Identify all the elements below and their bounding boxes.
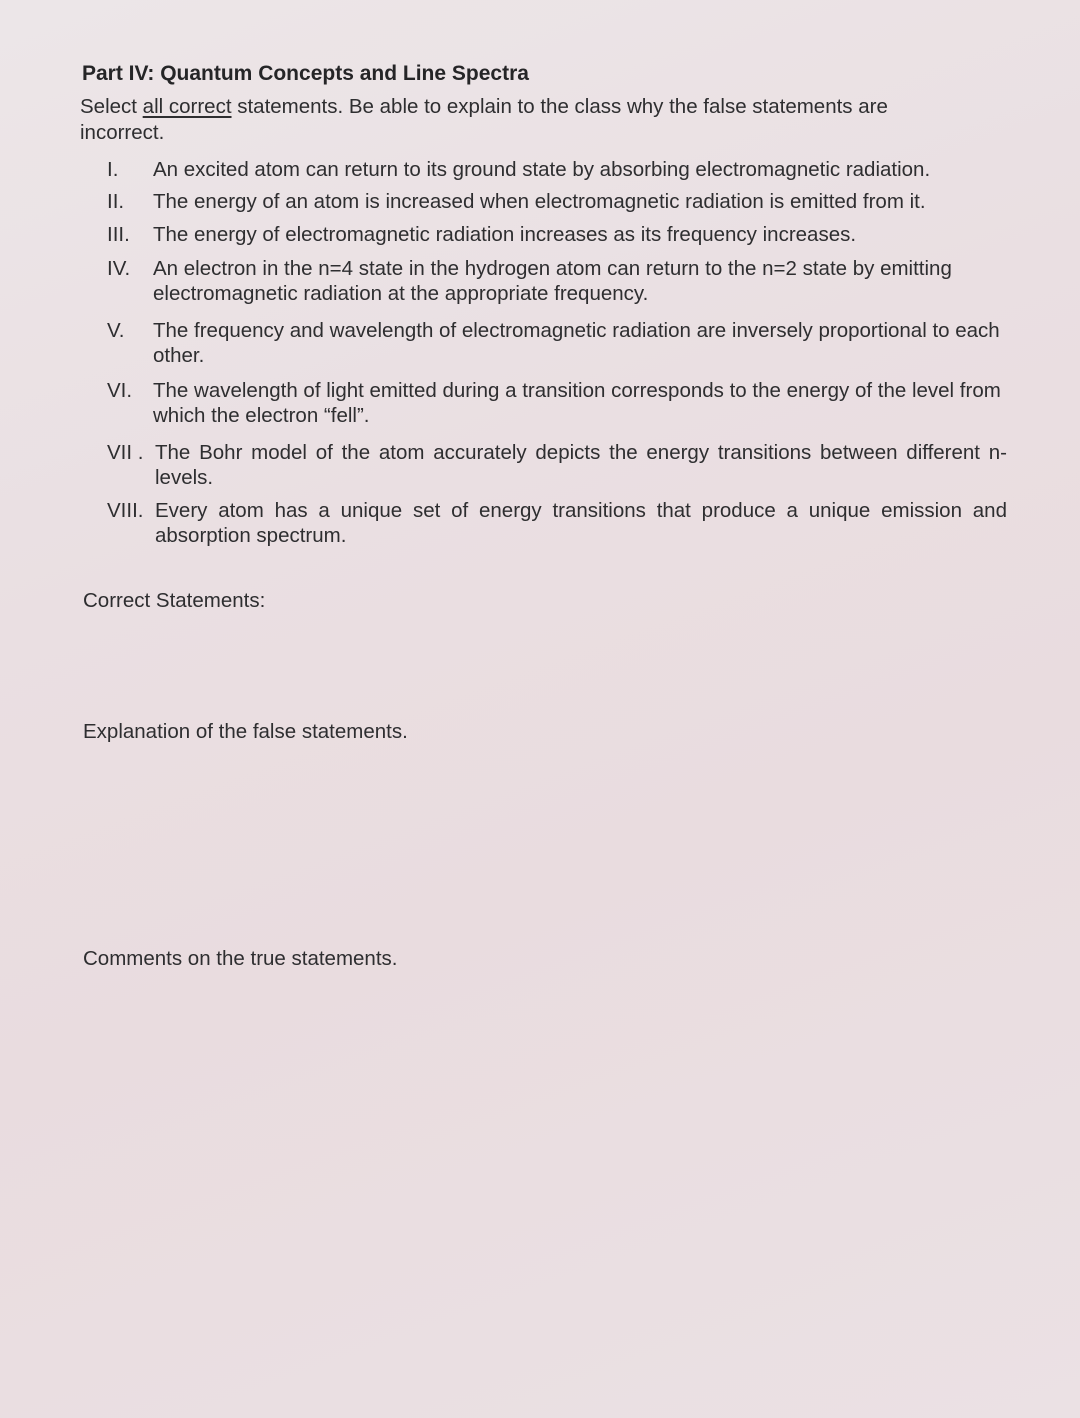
page-title: Part IV: Quantum Concepts and Line Spectra: [82, 62, 529, 85]
statement-number: II.: [107, 190, 125, 213]
instructions: [80, 94, 960, 146]
statement-6: [107, 378, 1007, 428]
statement-text: An electron in the n=4 state in the hydrogen atom can return to the n=2 state by emitting electromagnetic radiation at the appropriate frequency.: [153, 257, 952, 305]
statement-text: Every atom has a unique set of energy transitions that produce a unique emission and absorption spectrum.: [155, 499, 1007, 547]
statement-7: [107, 440, 1007, 490]
false-explanation-heading: Explanation of the false statements.: [83, 720, 408, 743]
statement-number: VII .: [107, 441, 144, 464]
statement-4: [107, 256, 1007, 306]
statement-text: An excited atom can return to its ground state by absorbing electromagnetic radiation.: [153, 158, 931, 181]
statement-text: The wavelength of light emitted during a transition corresponds to the energy of the level from which the electron “fell”.: [153, 379, 1001, 427]
statement-text: The energy of an atom is increased when electromagnetic radiation is emitted from it.: [153, 190, 926, 213]
statement-1: [107, 157, 1007, 182]
statement-number: VIII.: [107, 499, 144, 522]
statement-text: The energy of electromagnetic radiation increases as its frequency increases.: [153, 223, 857, 246]
statement-number: III.: [107, 223, 130, 246]
statement-text: The Bohr model of the atom accurately depicts the energy transitions between different n-levels.: [155, 441, 1007, 489]
instructions-suffix: statements. Be able to explain to the class why the false statements are incorrect.: [80, 95, 888, 144]
statement-text: The frequency and wavelength of electromagnetic radiation are inversely proportional to each other.: [153, 319, 1000, 367]
statement-number: I.: [107, 158, 119, 181]
statement-number: V.: [107, 319, 125, 342]
statement-number: IV.: [107, 257, 131, 280]
statement-2: [107, 189, 1007, 214]
statement-3: [107, 222, 1007, 247]
correct-statements-heading: Correct Statements:: [83, 589, 266, 612]
statement-8: [107, 498, 1007, 548]
statement-5: [107, 318, 1007, 368]
instructions-underlined: all correct: [142, 95, 232, 118]
statement-number: VI.: [107, 379, 133, 402]
instructions-prefix: Select: [80, 95, 143, 118]
true-comments-heading: Comments on the true statements.: [83, 947, 398, 970]
